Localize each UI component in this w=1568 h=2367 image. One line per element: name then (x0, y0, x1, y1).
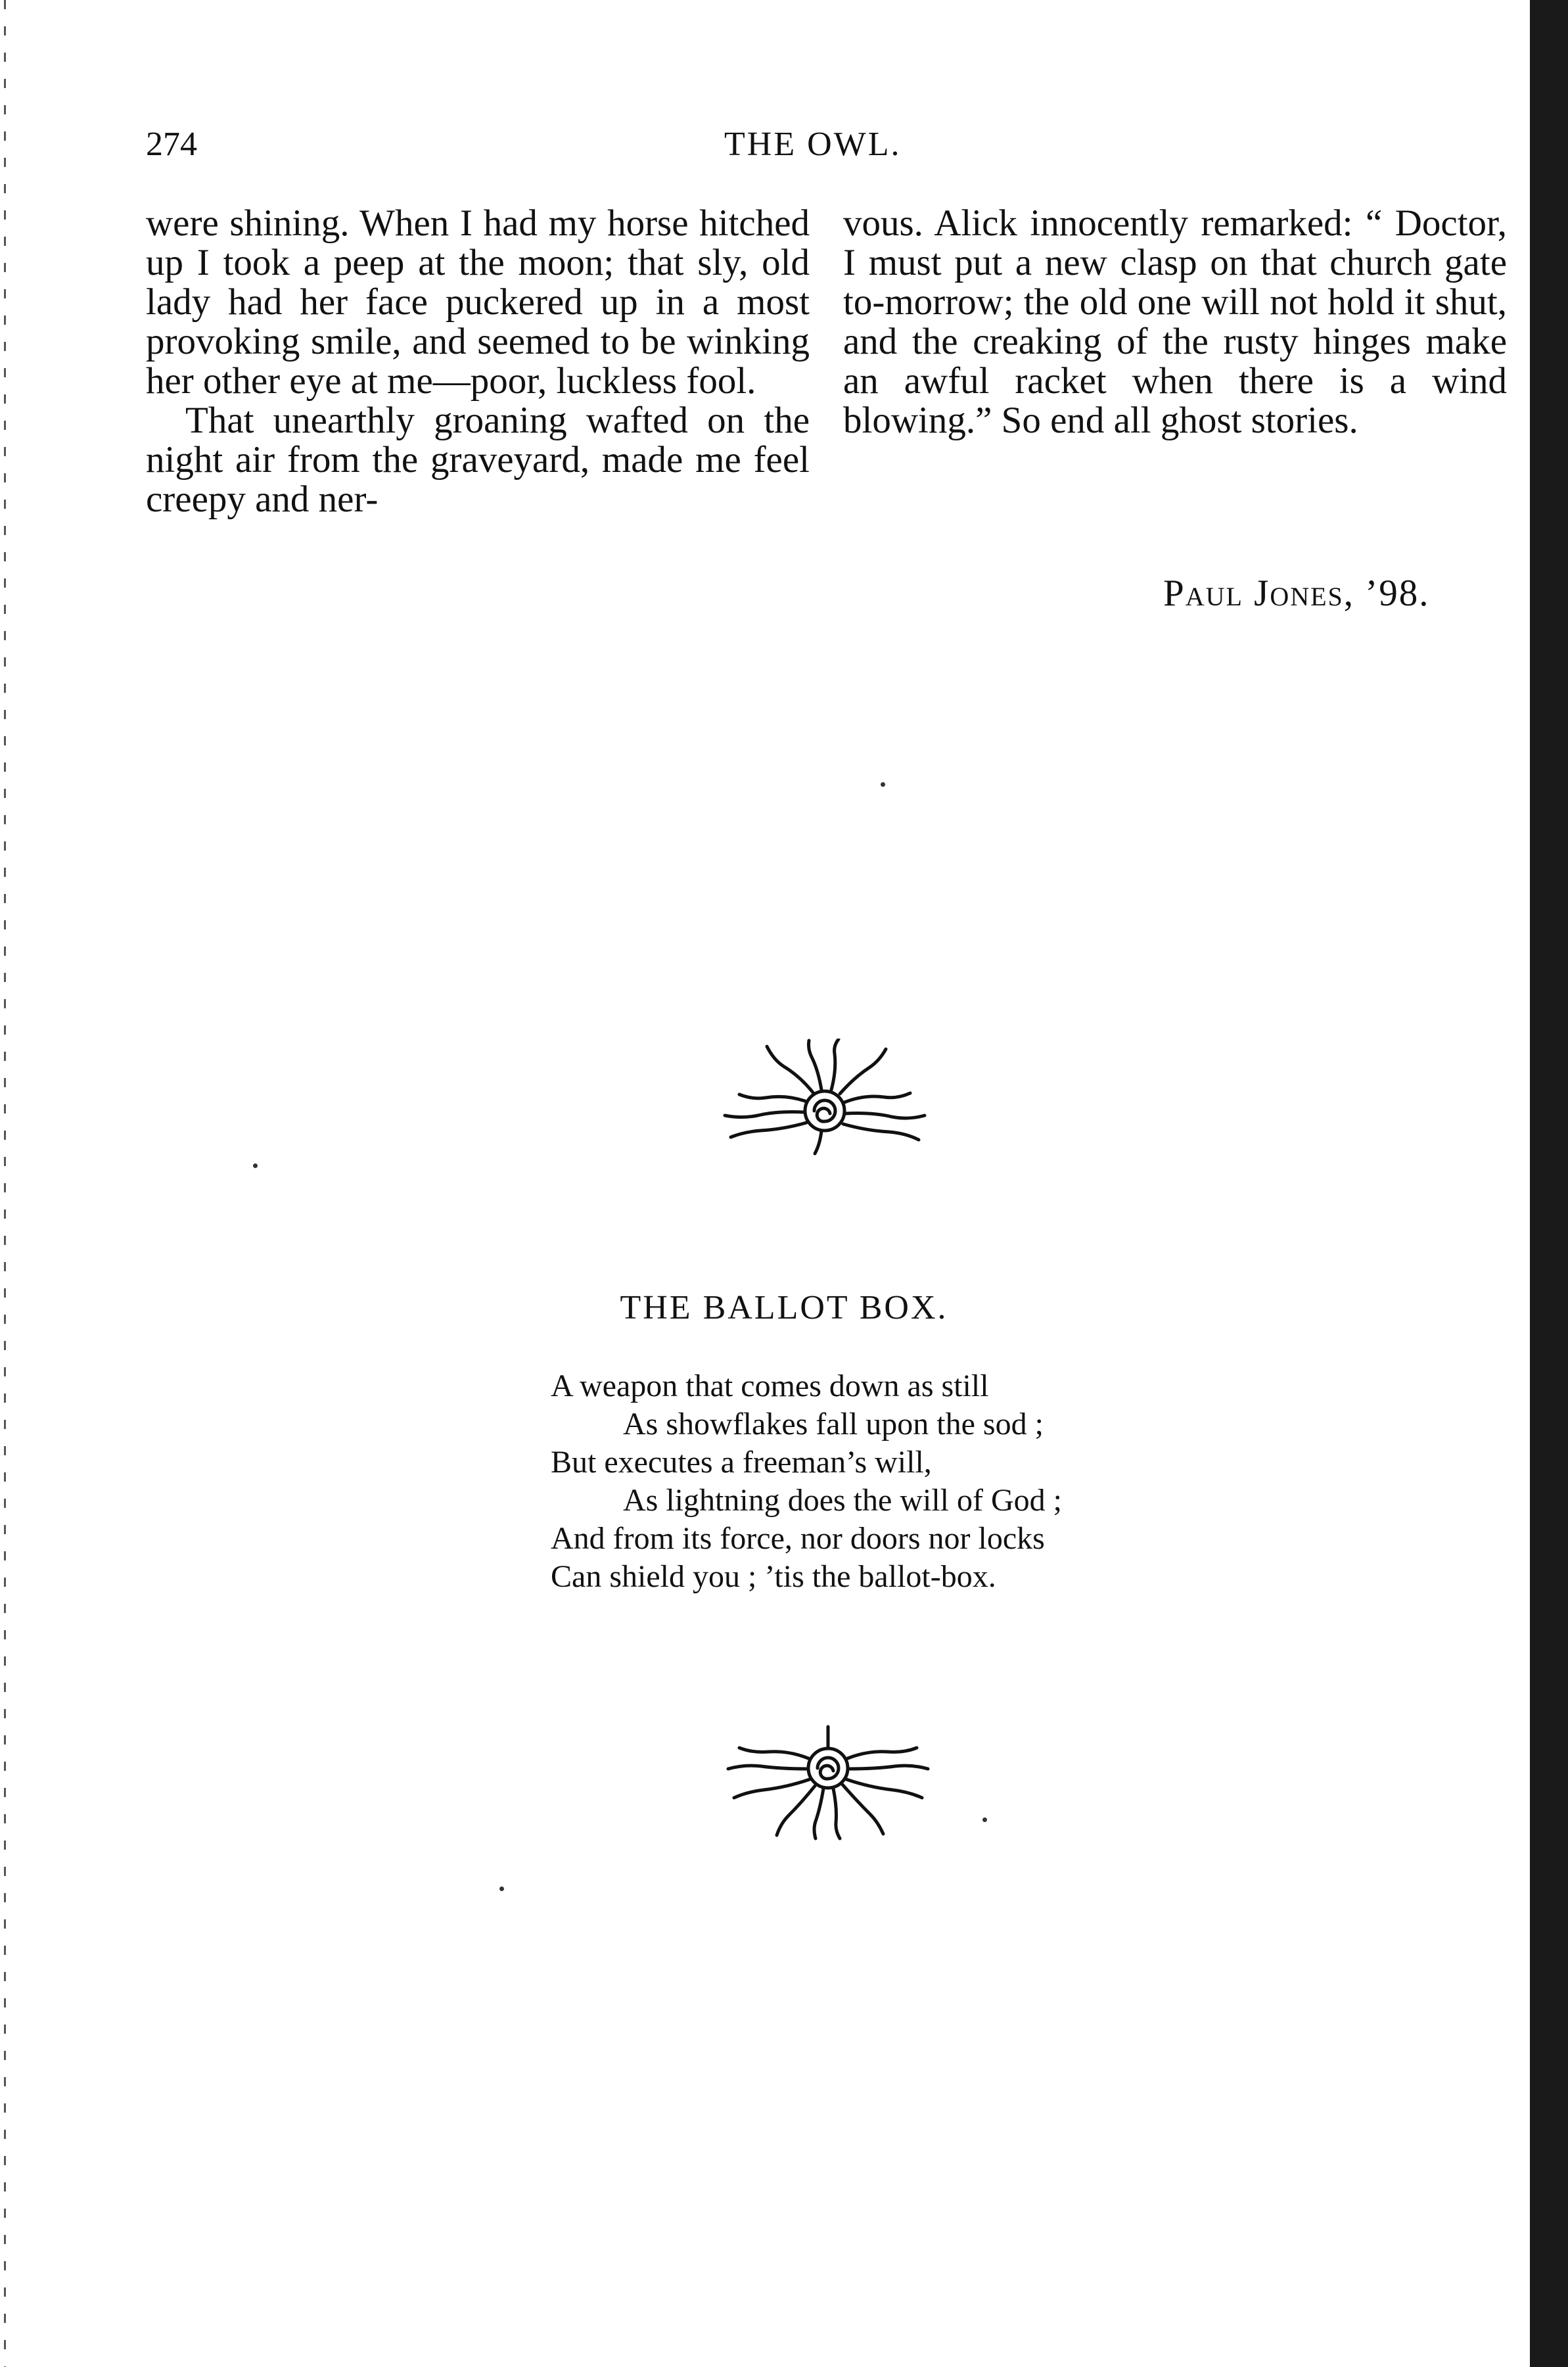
ink-speck (253, 1163, 258, 1168)
right-scan-edge (1530, 0, 1568, 2367)
paragraph: That unearthly groaning wafted on the night air from the graveyard, made me feel creepy and ner- (146, 400, 810, 520)
author-signature: Paul Jones, ’98. (1163, 573, 1430, 614)
poem-title: THE BALLOT BOX. (620, 1289, 948, 1326)
sun-spiral-ornament-icon (713, 1039, 936, 1177)
article-left-column (146, 204, 810, 519)
poem-line: As showflakes fall upon the sod ; (623, 1407, 1044, 1441)
poem-line: Can shield you ; ’tis the ballot-box. (551, 1559, 996, 1594)
poem-line: As lightning does the will of God ; (623, 1483, 1062, 1518)
page-number: 274 (146, 126, 197, 163)
left-scan-edge (4, 0, 6, 2367)
running-title: THE OWL. (724, 126, 902, 163)
ink-speck (982, 1817, 987, 1822)
poem-line: A weapon that comes down as still (551, 1369, 989, 1403)
sun-spiral-ornament-icon (716, 1706, 940, 1844)
paragraph: vous. Alick innocently remarked: “ Doctor, I must put a new clasp on that church gate to-morrow; the old one will not hold it shut, and the creaking of the rusty hinges make an awful racket when there is a wind blowing.” So end all ghost stories. (843, 202, 1507, 441)
ink-speck (499, 1887, 504, 1891)
poem-line: But executes a freeman’s will, (551, 1445, 932, 1480)
page-header (146, 125, 1489, 171)
article-right-column (843, 204, 1507, 440)
paragraph: were shining. When I had my horse hitched up I took a peep at the moon; that sly, old lady had her face puckered up in a most provoking smile, and seemed to be winking her other eye at me—poor, luckless fool. (146, 202, 810, 402)
ink-speck (881, 782, 885, 787)
poem-body (551, 1367, 1062, 1596)
poem-line: And from its force, nor doors nor locks (551, 1521, 1045, 1556)
